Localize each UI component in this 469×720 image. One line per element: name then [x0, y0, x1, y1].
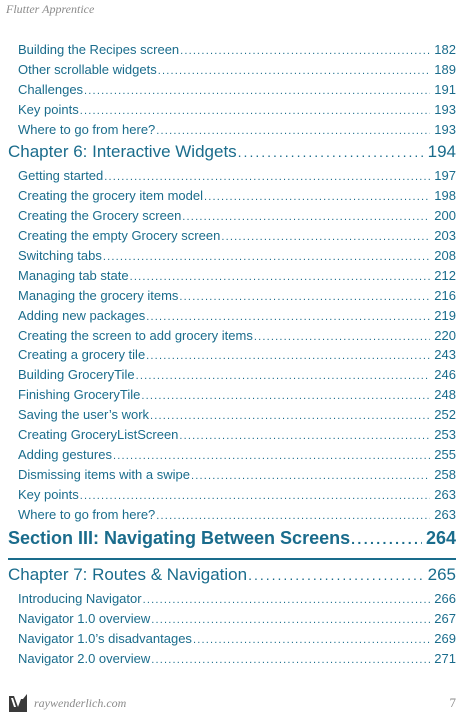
toc-entry-page: 216	[434, 287, 456, 303]
toc-entry-title: Navigator 1.0 overview	[18, 611, 151, 627]
toc-entry-page: 194	[427, 142, 456, 162]
toc-entry-title: Where to go from here?	[18, 506, 156, 522]
toc-entry-title: Challenges	[18, 81, 84, 97]
running-header: Flutter Apprentice	[6, 2, 95, 16]
toc-entry[interactable]	[8, 407, 456, 427]
dot-leader	[238, 144, 424, 160]
toc-entry-page: 246	[434, 367, 456, 383]
toc-entry-page: 271	[434, 651, 456, 667]
toc-entry-title: Creating the grocery item model	[18, 188, 203, 204]
toc-entry-page: 200	[434, 208, 456, 224]
toc-entry-title: Creating a grocery tile	[18, 347, 146, 363]
toc-entry[interactable]	[8, 122, 456, 142]
toc-entry-title: Section III: Navigating Between Screens	[8, 528, 351, 549]
toc-entry-title: Switching tabs	[18, 248, 102, 264]
page-number: 7	[449, 695, 456, 710]
dot-leader	[179, 430, 430, 442]
toc-entry-title: Managing tab state	[18, 267, 129, 283]
toc-entry-title: Adding new packages	[18, 307, 146, 323]
toc-entry-page: 255	[434, 446, 456, 462]
dot-leader	[151, 654, 430, 666]
toc-entry-page: 263	[434, 486, 456, 502]
toc-entry[interactable]	[8, 387, 456, 407]
toc-chapter-entry[interactable]	[8, 142, 456, 168]
toc-entry-page: 182	[434, 42, 456, 57]
dot-leader	[156, 125, 430, 137]
dot-leader	[141, 390, 430, 402]
toc-entry-page: 208	[434, 248, 456, 264]
toc-entry-page: 264	[425, 528, 456, 549]
toc-entry-title: Navigator 1.0’s disadvantages	[18, 631, 192, 647]
toc-entry[interactable]	[8, 42, 456, 62]
toc-entry[interactable]	[8, 447, 456, 467]
toc-entry-page: 269	[434, 631, 456, 647]
toc-entry-page: 252	[434, 407, 456, 423]
section-rule	[8, 558, 456, 560]
footer-brand: raywenderlich.com	[34, 695, 127, 710]
toc-entry[interactable]	[8, 367, 456, 387]
toc-entry[interactable]	[8, 288, 456, 308]
dot-leader	[191, 470, 430, 482]
toc-entry-title: Building the Recipes screen	[18, 42, 180, 57]
toc-entry-title: Finishing GroceryTile	[18, 387, 141, 403]
dot-leader	[151, 614, 430, 626]
toc-entry-title: Dismissing items with a swipe	[18, 466, 190, 482]
toc-entry[interactable]	[8, 507, 456, 527]
dot-leader	[104, 171, 430, 183]
toc-entry-title: Chapter 6: Interactive Widgets	[8, 142, 237, 162]
toc-entry[interactable]	[8, 228, 456, 248]
toc-entry[interactable]	[8, 102, 456, 122]
dot-leader	[221, 231, 430, 243]
toc-entry-page: 265	[427, 565, 456, 585]
page-footer	[8, 692, 456, 714]
toc-entry-title: Getting started	[18, 168, 104, 184]
toc-entry-title: Creating the screen to add grocery items	[18, 327, 253, 343]
raywenderlich-logo-icon	[8, 693, 28, 713]
toc-entry-page: 189	[434, 61, 456, 77]
toc-entry-title: Key points	[18, 101, 79, 117]
dot-leader	[156, 510, 430, 522]
table-of-contents	[8, 42, 456, 671]
toc-entry-page: 248	[434, 387, 456, 403]
toc-entry-page: 220	[434, 327, 456, 343]
toc-entry-page: 203	[434, 228, 456, 244]
dot-leader	[193, 634, 430, 646]
toc-chapter-entry[interactable]	[8, 565, 456, 591]
toc-entry[interactable]	[8, 347, 456, 367]
toc-entry[interactable]	[8, 611, 456, 631]
toc-entry-page: 191	[434, 81, 456, 97]
dot-leader	[103, 251, 430, 263]
toc-entry-page: 198	[434, 188, 456, 204]
dot-leader	[351, 531, 422, 547]
toc-entry-title: Adding gestures	[18, 446, 112, 462]
toc-entry-title: Introducing Navigator	[18, 591, 142, 607]
toc-entry-title: Key points	[18, 486, 79, 502]
toc-entry[interactable]	[8, 248, 456, 268]
toc-entry-page: 212	[434, 267, 456, 283]
dot-leader	[248, 567, 424, 583]
dot-leader	[80, 105, 431, 117]
dot-leader	[143, 594, 431, 606]
toc-entry[interactable]	[8, 82, 456, 102]
toc-entry[interactable]	[8, 328, 456, 348]
toc-entry-page: 197	[434, 168, 456, 184]
toc-entry-page: 263	[434, 506, 456, 522]
toc-section-entry[interactable]	[8, 528, 456, 558]
toc-entry-page: 266	[434, 591, 456, 607]
toc-entry[interactable]	[8, 467, 456, 487]
toc-entry-title: Building GroceryTile	[18, 367, 135, 383]
toc-entry-page: 243	[434, 347, 456, 363]
dot-leader	[182, 211, 430, 223]
toc-entry-page: 219	[434, 307, 456, 323]
dot-leader	[146, 311, 430, 323]
dot-leader	[136, 370, 431, 382]
toc-entry-page: 253	[434, 427, 456, 443]
toc-entry-page: 193	[434, 121, 456, 137]
dot-leader	[204, 191, 430, 203]
toc-entry-page: 193	[434, 101, 456, 117]
dot-leader	[150, 410, 430, 422]
dot-leader	[254, 331, 430, 343]
toc-entry-title: Chapter 7: Routes & Navigation	[8, 565, 248, 585]
toc-entry[interactable]	[8, 487, 456, 507]
toc-entry-title: Where to go from here?	[18, 121, 156, 137]
toc-entry-title: Creating the empty Grocery screen	[18, 228, 221, 244]
toc-entry-title: Other scrollable widgets	[18, 61, 157, 77]
toc-entry-page: 258	[434, 466, 456, 482]
toc-entry[interactable]	[8, 631, 456, 651]
dot-leader	[113, 450, 430, 462]
toc-entry-title: Managing the grocery items	[18, 287, 179, 303]
toc-entry-page: 267	[434, 611, 456, 627]
toc-entry[interactable]	[8, 208, 456, 228]
dot-leader	[146, 350, 430, 362]
toc-entry[interactable]	[8, 268, 456, 288]
toc-entry-title: Navigator 2.0 overview	[18, 651, 151, 667]
dot-leader	[84, 85, 430, 97]
toc-entry[interactable]	[8, 651, 456, 671]
dot-leader	[80, 490, 431, 502]
toc-entry[interactable]	[8, 591, 456, 611]
toc-entry[interactable]	[8, 427, 456, 447]
toc-entry-title: Saving the user’s work	[18, 407, 150, 423]
toc-entry-title: Creating the Grocery screen	[18, 208, 182, 224]
toc-entry[interactable]	[8, 188, 456, 208]
dot-leader	[158, 65, 431, 77]
toc-entry[interactable]	[8, 168, 456, 188]
toc-entry[interactable]	[8, 62, 456, 82]
dot-leader	[180, 45, 430, 57]
toc-entry[interactable]	[8, 308, 456, 328]
toc-entry-title: Creating GroceryListScreen	[18, 427, 179, 443]
dot-leader	[130, 271, 431, 283]
dot-leader	[179, 291, 430, 303]
